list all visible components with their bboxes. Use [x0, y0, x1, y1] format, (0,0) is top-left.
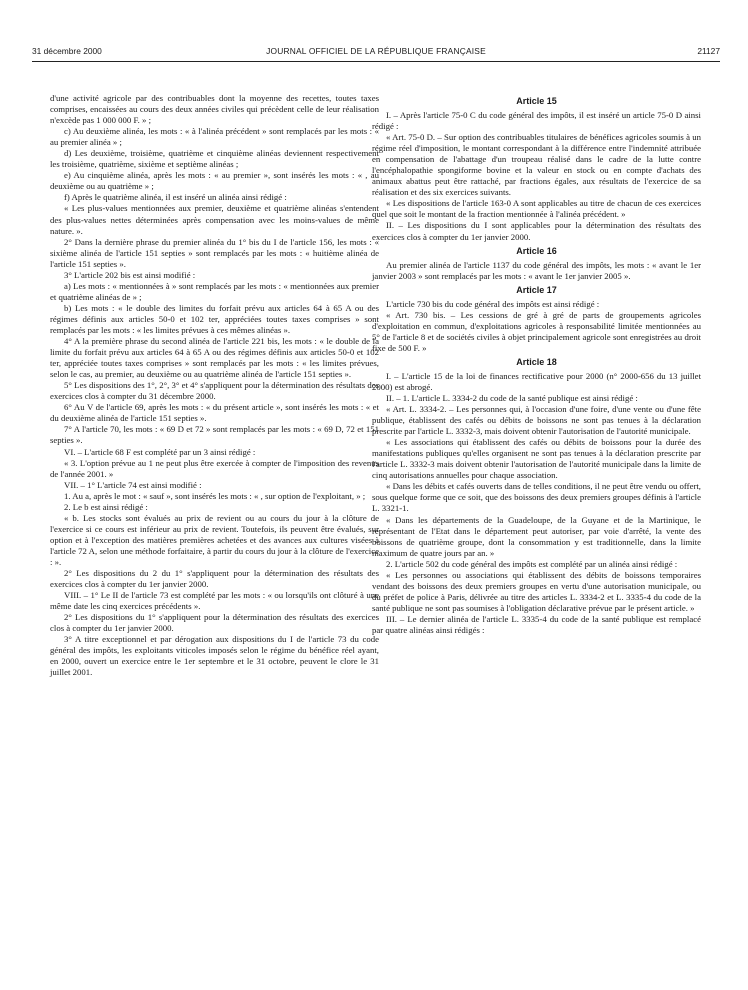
header-date: 31 décembre 2000: [32, 46, 102, 56]
article-heading: Article 16: [516, 245, 557, 256]
paragraph: I. – L'article 15 de la loi de finances rectificative pour 2000 (n° 2000-656 du 13 juillet 2000) est abrogé.: [372, 370, 701, 392]
paragraph: « Les associations qui établissent des cafés ou débits de boissons pour la durée des manifestations publiques qu'elles organisent ne sont pas tenues à la déclaration prescrite par l'article L. 3332-3 mais doivent obtenir l'autorisation de l'autorité municipale dans la limite de cinq autorisations annuelles pour chaque association.: [372, 437, 701, 481]
paragraph: 5° Les dispositions des 1°, 2°, 3° et 4° s'appliquent pour la détermination des résultats des exercices clos à compter du 31 décembre 2000.: [50, 380, 379, 402]
paragraph: d) Les deuxième, troisième, quatrième et cinquième alinéas deviennent respectivement les troisième, quatrième, sixième et septième alinéas ;: [50, 148, 379, 170]
paragraph: c) Au deuxième alinéa, les mots : « à l'alinéa précédent » sont remplacés par les mots : « au premier alinéa » ;: [50, 126, 379, 148]
paragraph: « 3. L'option prévue au 1 ne peut plus être exercée à compter de l'imposition des revenus de l'année 2001. »: [50, 457, 379, 479]
paragraph: 2° Les dispositions du 1° s'appliquent pour la détermination des résultats des exercices clos à compter du 1er janvier 2000.: [50, 612, 379, 634]
article-heading: Article 15: [516, 96, 557, 106]
paragraph: 6° Au V de l'article 69, après les mots : « du présent article », sont insérés les mots : « et du deuxième alinéa de l'article 151 septies ».: [50, 402, 379, 424]
paragraph: 2. Le b est ainsi rédigé :: [64, 501, 148, 512]
paragraph: d'une activité agricole par des contribuables dont la moyenne des recettes, toutes taxes comprises, encaissées au cours des deux années civiles qui précèdent celle de leur réalisation n'excède pas 1 000 000 F. » ;: [50, 93, 379, 126]
left-column: [50, 93, 379, 678]
paragraph: II. – Les dispositions du I sont applicables pour la détermination des résultats des exercices clos à compter du 1er janvier 2000.: [372, 220, 701, 242]
paragraph: 3° A titre exceptionnel et par dérogation aux dispositions du I de l'article 73 du code général des impôts, les exploitants viticoles imposés selon le régime du bénéfice réel ayant, en 2000, ouvert un exercice entre le 1er septembre et le 31 octobre, peuvent le clore le 31 juillet 2001.: [50, 634, 379, 678]
paragraph: a) Les mots : « mentionnées à » sont remplacés par les mots : « mentionnées aux premier et quatrième alinéas de » ;: [50, 280, 379, 302]
paragraph: e) Au cinquième alinéa, après les mots : « au premier », sont insérés les mots : « , au deuxième ou au quatrième » ;: [50, 170, 379, 192]
header-rule: [32, 61, 720, 62]
article-heading: Article 18: [516, 356, 557, 367]
paragraph: « Les personnes ou associations qui établissent des débits de boissons temporaires vendant des boissons des deux premiers groupes en vertu d'une autorisation municipale, ou du préfet de police à Paris, délivrée au titre des articles L. 3334-2 et L. 3335-4 du code de la santé publique ne sont pas soumises à l'obligation déclarative prévue par le présent article. »: [372, 569, 701, 613]
paragraph: « Les plus-values mentionnées aux premier, deuxième et quatrième alinéas s'entendent des plus-values nettes déterminées après compensation avec les moins-values de même nature. ».: [50, 203, 379, 236]
paragraph: II. – 1. L'article L. 3334-2 du code de la santé publique est ainsi rédigé :: [386, 392, 638, 403]
paragraph: 7° A l'article 70, les mots : « 69 D et 72 » sont remplacés par les mots : « 69 D, 72 et 151 septies ».: [50, 424, 379, 446]
paragraph: « Art. L. 3334-2. – Les personnes qui, à l'occasion d'une foire, d'une vente ou d'une fête publique, établissent des cafés ou débits de boissons ne sont pas tenues à la déclaration prescrite par l'article L. 3332-3, mais doivent obtenir l'autorisation de l'autorité municipale.: [372, 404, 701, 437]
paragraph: I. – Après l'article 75-0 C du code général des impôts, il est inséré un article 75-0 D ainsi rédigé :: [372, 110, 701, 132]
paragraph: 2° Dans la dernière phrase du premier alinéa du 1° bis du I de l'article 156, les mots : « sixième alinéa de l'article 151 septies » sont remplacés par les mots : « huitième alinéa de l'article 151 septies ».: [50, 236, 379, 269]
page-header: [32, 46, 720, 58]
paragraph: « Les dispositions de l'article 163-0 A sont applicables au titre de chacun de ces exercices quel que soit le montant de la fraction mentionnée à l'alinéa précédent. »: [372, 198, 701, 220]
paragraph: « Dans les départements de la Guadeloupe, de la Guyane et de la Martinique, le représentant de l'Etat dans le département peut autoriser, par voie d'arrêté, la vente des boissons de quatrième groupe, dont la consommation y est traditionnelle, dans la limite maximum de quatre jours par an. »: [372, 514, 701, 558]
paragraph: « Art. 730 bis. – Les cessions de gré à gré de parts de groupements agricoles d'exploitation en commun, d'exploitations agricoles à responsabilité limitée mentionnées au 5° de l'article 8 et de sociétés civiles à objet principalement agricole sont enregistrées au droit fixe de 500 F. »: [372, 309, 701, 353]
paragraph: b) Les mots : « le double des limites du forfait prévu aux articles 64 à 65 A ou des régimes définis aux articles 50-0 et 102 ter, appréciées toutes taxes comprises » sont remplacés par les mots : « les limites prévues à ces mêmes alinéas ».: [50, 302, 379, 335]
paragraph: VI. – L'article 68 F est complété par un 3 ainsi rédigé :: [64, 446, 256, 457]
paragraph: « Dans les débits et cafés ouverts dans de telles conditions, il ne peut être vendu ou offert, sous quelque forme que ce soit, que des boissons des deux premiers groupes définis à l'article L. 3321-1.: [372, 481, 701, 514]
paragraph: f) Après le quatrième alinéa, il est inséré un alinéa ainsi rédigé :: [64, 192, 287, 203]
paragraph: III. – Le dernier alinéa de l'article L. 3335-4 du code de la santé publique est remplacé par quatre alinéas ainsi rédigés :: [372, 613, 701, 635]
paragraph: 1. Au a, après le mot : « sauf », sont insérés les mots : « , sur option de l'exploitant, » ;: [64, 490, 366, 501]
page-number: 21127: [697, 46, 720, 56]
paragraph: « b. Les stocks sont évalués au prix de revient ou au cours du jour à la clôture de l'exercice si ce cours est inférieur au prix de revient. Toutefois, ils peuvent être évalués, sur option et à l'exception des matières premières achetées et des avances aux cultures visées à l'article 72 A, selon une méthode forfaitaire, à partir du cours du jour à la clôture de l'exercice : ».: [50, 512, 379, 567]
paragraph: Au premier alinéa de l'article 1137 du code général des impôts, les mots : « avant le 1er janvier 2003 » sont remplacés par les mots : « avant le 1er janvier 2005 ».: [372, 259, 701, 281]
paragraph: L'article 730 bis du code général des impôts est ainsi rédigé :: [386, 298, 600, 309]
paragraph: 4° A la première phrase du second alinéa de l'article 221 bis, les mots : « le double de la limite du forfait prévu aux articles 64 à 65 A ou des régimes définis aux articles 50-0 et 102 ter, appréciée toutes taxes comprises » sont remplacés par les mots : « les limites prévues, selon le cas, au premier, au deuxième ou au quatrième alinéa de l'article 151 septies ».: [50, 336, 379, 380]
paragraph: « Art. 75-0 D. – Sur option des contribuables titulaires de bénéfices agricoles soumis à un régime réel d'imposition, le montant correspondant à la différence entre l'indemnité attribuée en compensation de l'abattage d'un troupeau réalisé dans le cadre de la lutte contre l'encéphalopathie spongiforme bovine et la valeur en stock ou en compte d'achats des animaux abattus peut être rattaché, par fractions égales, aux résultats de l'exercice de sa réalisation et des six exercices suivants.: [372, 132, 701, 198]
journal-title: JOURNAL OFFICIEL DE LA RÉPUBLIQUE FRANÇAISE: [266, 46, 486, 56]
paragraph: 2. L'article 502 du code général des impôts est complété par un alinéa ainsi rédigé :: [386, 558, 678, 569]
paragraph: VIII. – 1° Le II de l'article 73 est complété par les mots : « ou lorsqu'ils ont clôturé à une même date les cinq exercices précédents ».: [50, 590, 379, 612]
article-heading: Article 17: [516, 284, 557, 295]
paragraph: 2° Les dispositions du 2 du 1° s'appliquent pour la détermination des résultats des exercices clos à compter du 1er janvier 2000.: [50, 568, 379, 590]
paragraph: 3° L'article 202 bis est ainsi modifié :: [64, 269, 196, 280]
right-column: [372, 93, 701, 636]
paragraph: VII. – 1° L'article 74 est ainsi modifié :: [64, 479, 202, 490]
